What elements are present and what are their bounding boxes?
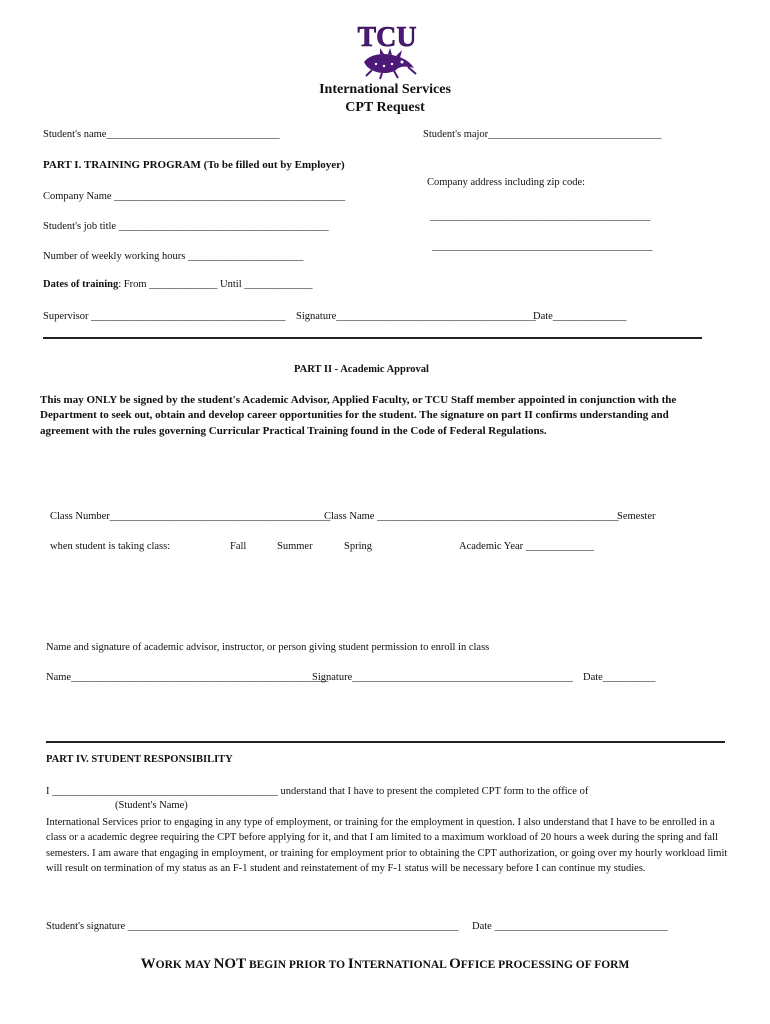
students-name-caption: (Student's Name) xyxy=(115,800,188,811)
semester-option-spring[interactable]: Spring xyxy=(344,541,373,552)
semester-option-summer[interactable]: Summer xyxy=(277,541,313,552)
part4-heading: PART IV. STUDENT RESPONSIBILITY xyxy=(46,754,233,765)
tcu-logo xyxy=(352,18,422,80)
advisor-intro: Name and signature of academic advisor, instructor, or person giving student permission to enroll in class xyxy=(46,642,490,653)
dates-of-training-field[interactable] xyxy=(43,279,313,290)
part2-heading: PART II - Academic Approval xyxy=(294,364,429,375)
company-name-field[interactable]: Company Name ____________________________________________ xyxy=(43,191,346,202)
student-responsibility-text: International Services prior to engaging in any type of employment, or training for the employment in question. I also understand that I have to be enrolled in a class or a academic degree requiring the CPT before applying for it, and that I am limited to a maximum workload of 20 hours a week during the spring and fall semesters. I am aware that engaging in employment, or training for employment prior to obtaining the CPT authorization, or going over my hourly workload limit will result on termination of my status as an F-1 student and reinstatement of my F-1 status will be necessary before I can continue my studies. xyxy=(46,817,728,875)
logo-text: TCU xyxy=(357,22,417,53)
semester-label: Semester xyxy=(617,511,656,522)
divider-1 xyxy=(43,337,702,339)
company-address-label: Company address including zip code: xyxy=(427,177,586,188)
part2-instructions: This may ONLY be signed by the student's Academic Advisor, Applied Faculty, or TCU Staff member appointed in conjunction with the Department to seek out, obtain and develop career opportunities for the student. The signature on part II confirms understanding and agreement with the rules governing Curricular Practical Training found in the Code of Federal Regulations. xyxy=(40,394,677,437)
dates-from-until[interactable]: : From _____________ Until _____________ xyxy=(118,279,313,290)
header-title: International Services xyxy=(319,82,451,97)
dates-of-training-label: Dates of training xyxy=(43,279,119,290)
job-title-field[interactable]: Student's job title ________________________________________ xyxy=(43,221,329,232)
student-name-field[interactable]: Student's name_________________________________ xyxy=(43,129,280,140)
student-major-field[interactable]: Student's major_________________________________ xyxy=(423,129,662,140)
header-subtitle: CPT Request xyxy=(345,100,425,115)
advisor-name-field[interactable]: Name_________________________________________________ xyxy=(46,672,329,683)
semester-option-fall[interactable]: Fall xyxy=(230,541,247,552)
student-understand-line[interactable]: I ___________________________________________ understand that I have to present the completed CPT form to the office of xyxy=(46,786,589,797)
supervisor-date-field[interactable]: Date______________ xyxy=(533,311,627,322)
student-signature-field[interactable]: Student's signature _______________________________________________________________ xyxy=(46,921,459,932)
supervisor-field[interactable]: Supervisor _____________________________________ xyxy=(43,311,286,322)
company-address-line-2[interactable]: __________________________________________ xyxy=(432,241,653,252)
advisor-signature-field[interactable]: Signature__________________________________________ xyxy=(312,672,573,683)
footer-warning: WORK MAY NOT BEGIN PRIOR TO INTERNATIONAL OFFICE PROCESSING OF FORM xyxy=(140,956,630,972)
supervisor-signature-field[interactable]: Signature______________________________________ xyxy=(296,311,536,322)
company-address-line-1[interactable]: __________________________________________ xyxy=(430,211,651,222)
class-name-field[interactable]: Class Name ______________________________________________ xyxy=(324,511,619,522)
when-taking-label: when student is taking class: xyxy=(50,541,171,552)
academic-year-field[interactable]: Academic Year _____________ xyxy=(459,541,595,552)
class-number-field[interactable]: Class Number__________________________________________ xyxy=(50,511,331,522)
student-date-field[interactable]: Date _________________________________ xyxy=(472,921,668,932)
part1-heading: PART I. TRAINING PROGRAM (To be filled out by Employer) xyxy=(43,159,345,171)
divider-2 xyxy=(46,741,725,743)
weekly-hours-field[interactable]: Number of weekly working hours ______________________ xyxy=(43,251,304,262)
advisor-date-field[interactable]: Date__________ xyxy=(583,672,656,683)
